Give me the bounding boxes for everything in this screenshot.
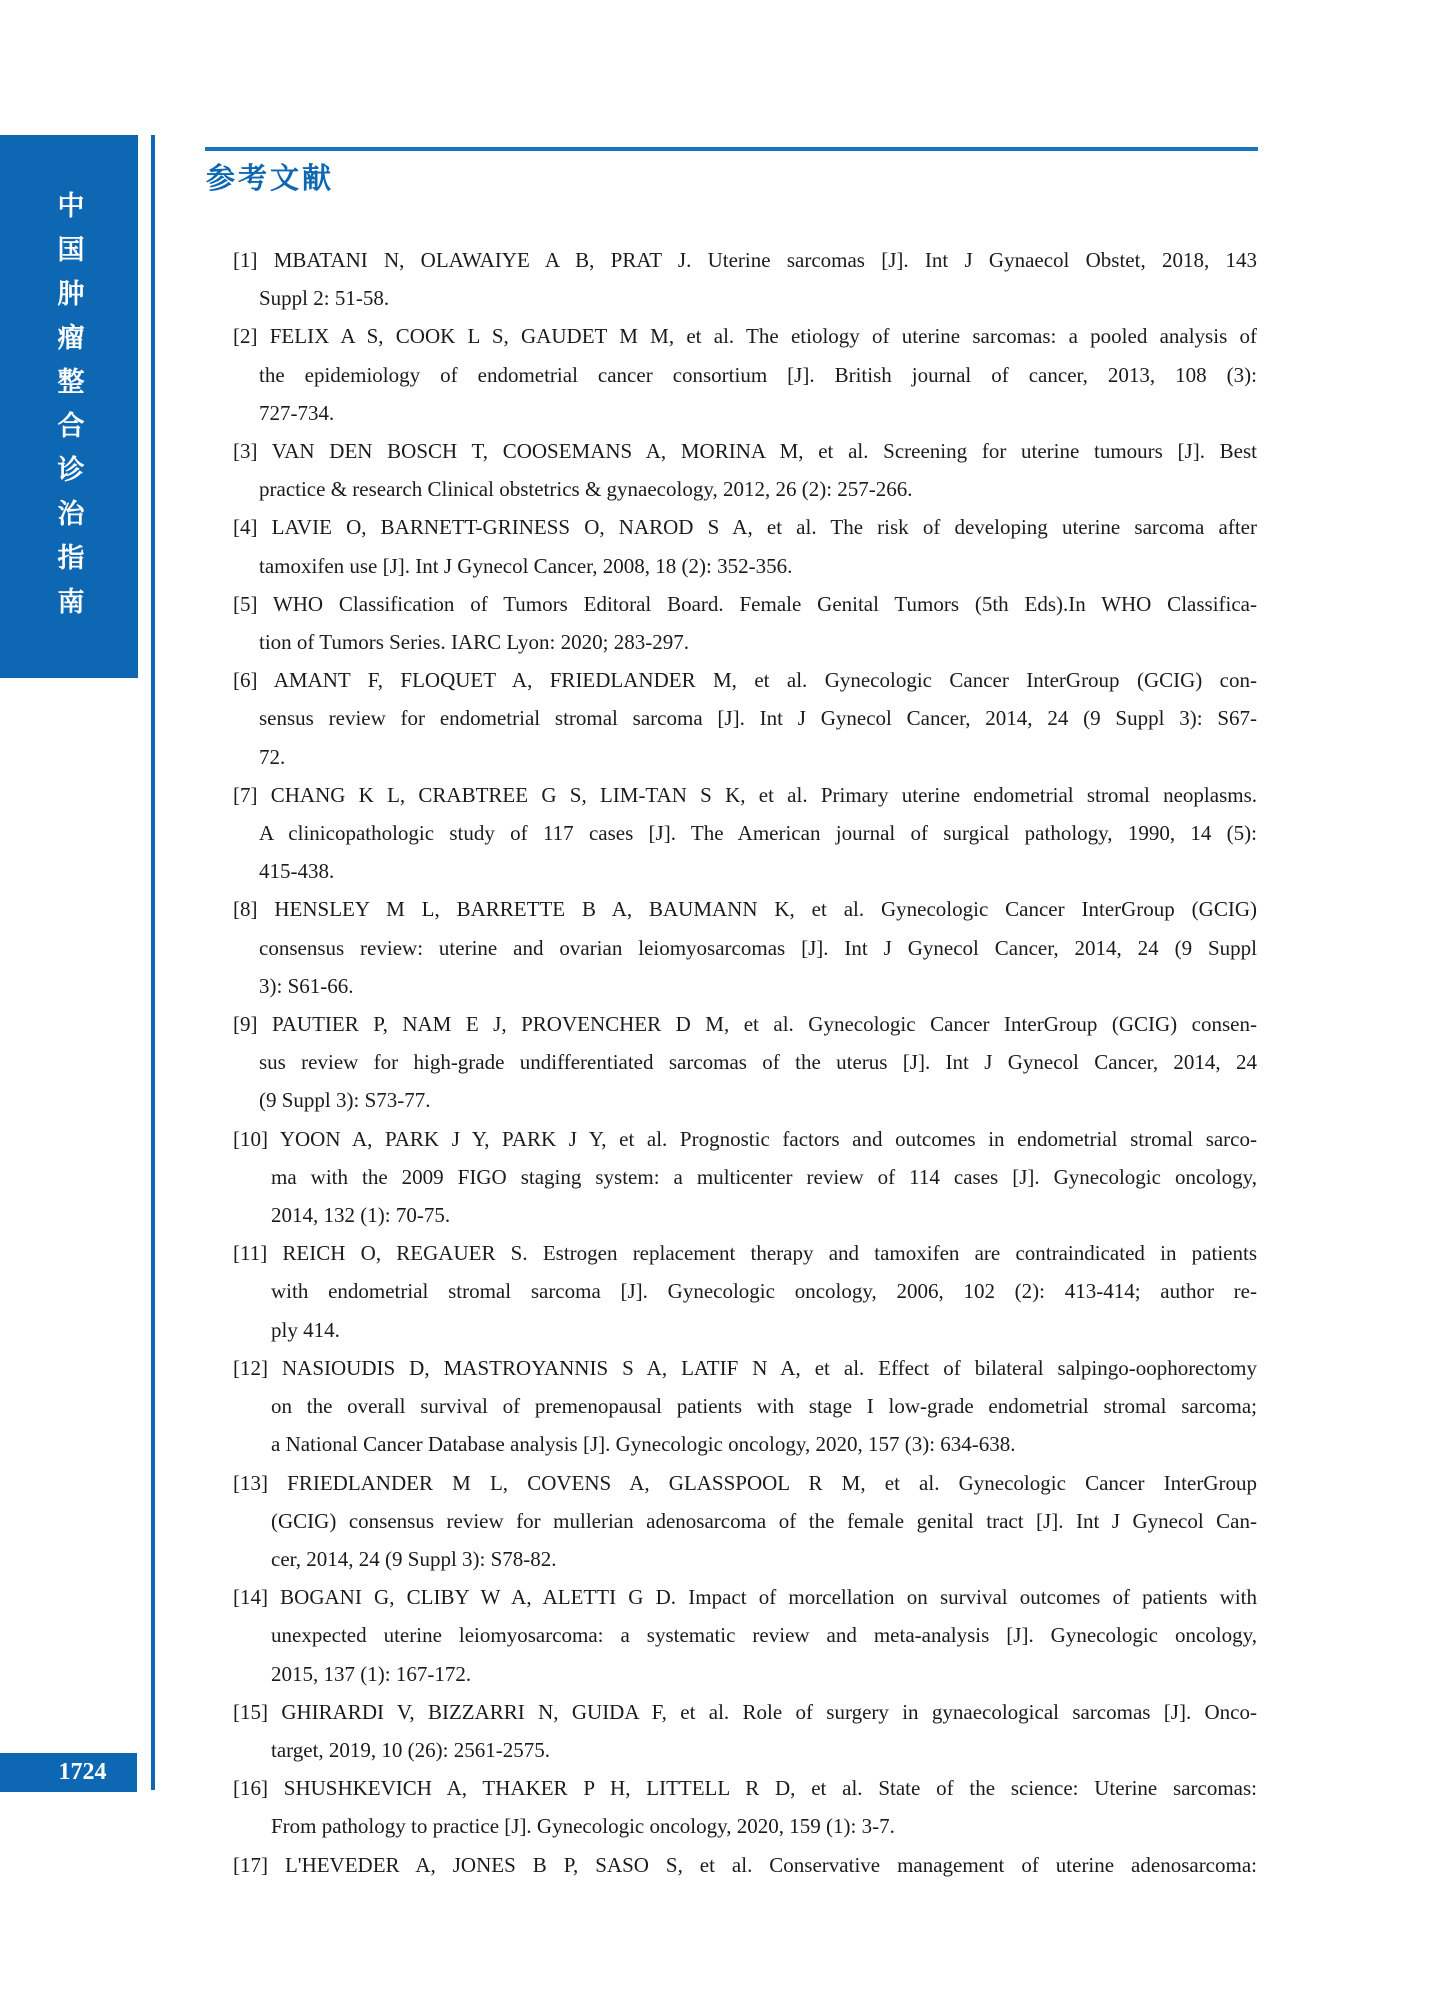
- reference-line: sensus review for endometrial stromal sarcoma [J]. Int J Gynecol Cancer, 2014, 24 (9 Suppl 3): S67-: [259, 706, 1257, 731]
- reference-line: unexpected uterine leiomyosarcoma: a systematic review and meta-analysis [J]. Gynecologic oncology,: [271, 1623, 1257, 1648]
- page-number-badge: [0, 1753, 137, 1792]
- reference-line: [7] CHANG K L, CRABTREE G S, LIM-TAN S K, et al. Primary uterine endometrial stromal neoplasms.: [233, 782, 1257, 807]
- reference-line: [9] PAUTIER P, NAM E J, PROVENCHER D M, et al. Gynecologic Cancer InterGroup (GCIG) consen-: [233, 1012, 1257, 1037]
- reference-item: [233, 890, 1257, 1005]
- reference-item: [233, 1005, 1257, 1120]
- reference-line: ma with the 2009 FIGO staging system: a multicenter review of 114 cases [J]. Gynecologic oncology,: [271, 1164, 1257, 1189]
- section-divider-rule: [205, 147, 1258, 151]
- reference-item: [233, 508, 1257, 584]
- reference-line: [15] GHIRARDI V, BIZZARRI N, GUIDA F, et al. Role of surgery in gynaecological sarcomas [J]. Onco-: [233, 1699, 1257, 1724]
- reference-line: [12] NASIOUDIS D, MASTROYANNIS S A, LATIF N A, et al. Effect of bilateral salpingo-oophorectomy: [233, 1355, 1257, 1380]
- reference-item: [233, 1349, 1257, 1464]
- reference-line: ply 414.: [271, 1317, 340, 1342]
- reference-list: [233, 241, 1257, 1884]
- reference-line: the epidemiology of endometrial cancer consortium [J]. British journal of cancer, 2013, 108 (3):: [259, 362, 1257, 387]
- reference-line: [8] HENSLEY M L, BARRETTE B A, BAUMANN K, et al. Gynecologic Cancer InterGroup (GCIG): [233, 897, 1257, 922]
- reference-item: [233, 776, 1257, 891]
- reference-item: [233, 1846, 1257, 1884]
- reference-line: [14] BOGANI G, CLIBY W A, ALETTI G D. Impact of morcellation on survival outcomes of patients with: [233, 1585, 1257, 1610]
- reference-item: [233, 585, 1257, 661]
- reference-line: Suppl 2: 51-58.: [259, 286, 390, 311]
- reference-line: 2014, 132 (1): 70-75.: [271, 1203, 451, 1228]
- reference-line: [1] MBATANI N, OLAWAIYE A B, PRAT J. Uterine sarcomas [J]. Int J Gynaecol Obstet, 2018, 143: [233, 248, 1257, 272]
- reference-line: [11] REICH O, REGAUER S. Estrogen replacement therapy and tamoxifen are contraindicated in patients: [233, 1241, 1257, 1266]
- reference-line: sus review for high-grade undifferentiated sarcomas of the uterus [J]. Int J Gynecol Cancer, 2014, 24: [259, 1050, 1257, 1075]
- reference-line: [10] YOON A, PARK J Y, PARK J Y, et al. Prognostic factors and outcomes in endometrial stromal sarco-: [233, 1126, 1257, 1151]
- reference-item: [233, 1120, 1257, 1235]
- references-heading: 参考文献: [206, 163, 335, 195]
- reference-item: [233, 432, 1257, 508]
- reference-line: cer, 2014, 24 (9 Suppl 3): S78-82.: [271, 1546, 557, 1571]
- reference-item: [233, 1464, 1257, 1579]
- reference-item: [233, 1769, 1257, 1845]
- reference-line: [4] LAVIE O, BARNETT-GRINESS O, NAROD S A, et al. The risk of developing uterine sarcoma after: [233, 515, 1257, 540]
- reference-line: on the overall survival of premenopausal patients with stage I low-grade endometrial stromal sarcoma;: [271, 1394, 1257, 1419]
- reference-item: [233, 1578, 1257, 1693]
- reference-line: consensus review: uterine and ovarian leiomyosarcomas [J]. Int J Gynecol Cancer, 2014, 24 (9 Suppl: [259, 935, 1257, 960]
- reference-line: with endometrial stromal sarcoma [J]. Gynecologic oncology, 2006, 102 (2): 413-414; author re-: [271, 1279, 1257, 1304]
- reference-item: [233, 317, 1257, 432]
- reference-line: 727-734.: [259, 400, 335, 425]
- page-number: 1724: [58, 1759, 107, 1785]
- reference-line: [13] FRIEDLANDER M L, COVENS A, GLASSPOOL R M, et al. Gynecologic Cancer InterGroup: [233, 1470, 1257, 1495]
- references-section: [205, 0, 1258, 2010]
- reference-line: [2] FELIX A S, COOK L S, GAUDET M M, et al. The etiology of uterine sarcomas: a pooled analysis of: [233, 324, 1257, 349]
- reference-line: (GCIG) consensus review for mullerian adenosarcoma of the female genital tract [J]. Int J Gynecol Can-: [271, 1508, 1257, 1533]
- reference-item: [233, 1693, 1257, 1769]
- reference-line: From pathology to practice [J]. Gynecologic oncology, 2020, 159 (1): 3-7.: [271, 1814, 895, 1839]
- reference-line: [6] AMANT F, FLOQUET A, FRIEDLANDER M, et al. Gynecologic Cancer InterGroup (GCIG) con-: [233, 668, 1257, 693]
- reference-line: tion of Tumors Series. IARC Lyon: 2020; 283-297.: [259, 630, 689, 655]
- reference-line: 415-438.: [259, 859, 335, 884]
- reference-line: 72.: [259, 744, 286, 769]
- reference-line: 3): S61-66.: [259, 973, 354, 998]
- reference-item: [233, 241, 1257, 317]
- reference-line: 2015, 137 (1): 167-172.: [271, 1661, 472, 1686]
- reference-line: [5] WHO Classification of Tumors Editoral Board. Female Genital Tumors (5th Eds).In WHO Classifica-: [233, 591, 1257, 616]
- reference-line: target, 2019, 10 (26): 2561-2575.: [271, 1737, 550, 1762]
- reference-line: A clinicopathologic study of 117 cases [J]. The American journal of surgical pathology, 1990, 14 (5):: [259, 821, 1257, 846]
- sidebar-title-box: [0, 135, 138, 678]
- book-title-vertical: 中国肿瘤整合诊治指南: [53, 191, 84, 631]
- reference-line: practice & research Clinical obstetrics & gynaecology, 2012, 26 (2): 257-266.: [259, 477, 913, 502]
- reference-line: a National Cancer Database analysis [J]. Gynecologic oncology, 2020, 157 (3): 634-638.: [271, 1432, 1016, 1457]
- reference-line: [3] VAN DEN BOSCH T, COOSEMANS A, MORINA M, et al. Screening for uterine tumours [J]. Best: [233, 439, 1257, 464]
- reference-line: (9 Suppl 3): S73-77.: [259, 1088, 431, 1113]
- reference-line: [17] L'HEVEDER A, JONES B P, SASO S, et al. Conservative management of uterine adenosarcoma:: [233, 1852, 1257, 1877]
- reference-item: [233, 661, 1257, 776]
- reference-item: [233, 1234, 1257, 1349]
- reference-line: [16] SHUSHKEVICH A, THAKER P H, LITTELL R D, et al. State of the science: Uterine sarcomas:: [233, 1776, 1257, 1801]
- sidebar-vertical-rule: [151, 135, 155, 1790]
- reference-line: tamoxifen use [J]. Int J Gynecol Cancer, 2008, 18 (2): 352-356.: [259, 553, 793, 578]
